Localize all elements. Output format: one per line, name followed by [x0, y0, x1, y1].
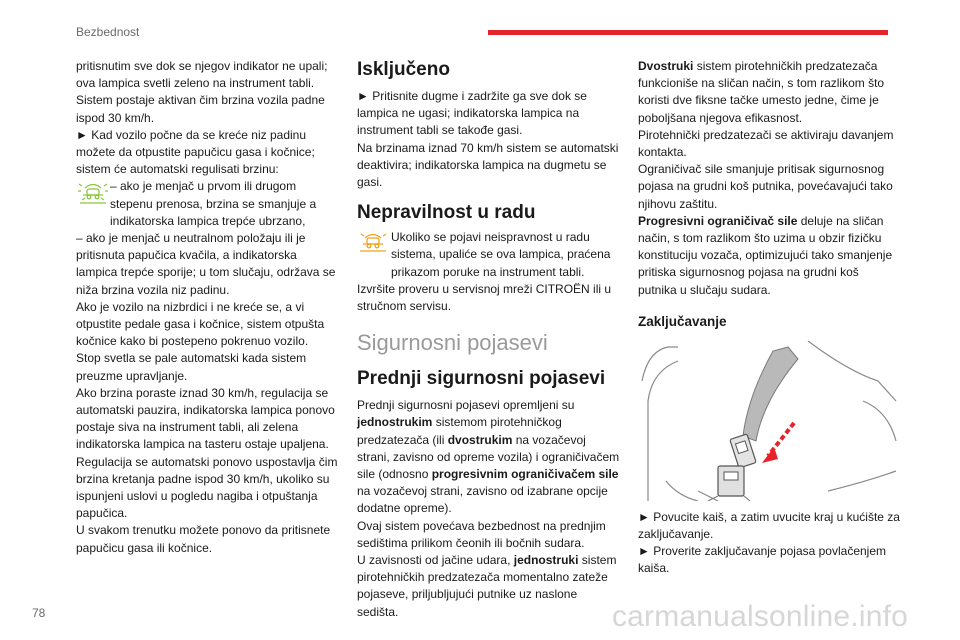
- paragraph: ► Kad vozilo počne da se kreće niz padinu možete da otpustite papučicu gasa i kočnice; sistem će automatski regulisati brzinu:: [76, 127, 315, 177]
- heading-nepravilnost: Nepravilnost u radu: [357, 202, 536, 224]
- hill-descent-icon: [76, 178, 110, 206]
- heading-zakljucavanje: Zaključavanje: [638, 313, 727, 329]
- paragraph: Pirotehnički predzatezači se aktiviraju davanjem kontakta.: [638, 127, 894, 160]
- paragraph: U zavisnosti od jačine udara, jednostruki sistem pirotehničkih predzatezača momentalno zateže pojaseve, priljubljujući putnike uz naslone sedišta.: [357, 553, 617, 619]
- paragraph: Ako brzina poraste iznad 30 km/h, regulacija se automatski pauzira, indikatorska lampica ponovo postaje siva na instrument tabli, ali zelena indikatorska lampica na tasteru ostaje upaljena.: [76, 385, 335, 452]
- paragraph: ► Pritisnite dugme i zadržite ga sve dok se lampica ne ugasi; indikatorska lampica na instrument tabli se takođe gasi.: [357, 89, 587, 138]
- fault-warning-icon: [357, 229, 391, 257]
- paragraph: Izvršite proveru u servisnoj mreži CITROËN ili u stručnom servisu.: [357, 281, 612, 314]
- section-title: Bezbednost: [76, 25, 140, 39]
- heading-iskljuceno: Isključeno: [357, 59, 450, 80]
- paragraph: U svakom trenutku možete ponovo da pritisnete papučicu gasa ili kočnice.: [76, 523, 331, 555]
- warning-row: [357, 229, 621, 281]
- watermark: carmanualsonline.info: [611, 600, 908, 633]
- seatbelt-illustration: [638, 341, 900, 501]
- column-3: [638, 58, 900, 578]
- paragraph: Progresivni ograničivač sile deluje na sličan način, s tom razlikom što uzima u obzir fizičku konstituciju vozača, optimizujući tako smanjenje pritiska sigurnosnog pojasa na grudni koš putnika u slučaju sudara.: [638, 213, 893, 297]
- paragraph: ► Proverite zaključavanje pojasa povlačenjem kaiša.: [638, 544, 887, 576]
- heading-sigurnosni-pojasevi: Sigurnosni pojasevi: [357, 330, 548, 356]
- heading-prednji-pojasevi: Prednji sigurnosni pojasevi: [357, 368, 606, 390]
- column-1: [76, 58, 338, 557]
- paragraph: Ako je vozilo na nizbrdici i ne kreće se, a vi otpustite pedale gasa i kočnice, sistem otpušta kočnice kako bi postepeno pokrenuo vozilo.: [76, 299, 325, 349]
- page-number: 78: [32, 606, 46, 620]
- column-2: [357, 58, 621, 621]
- paragraph: Prednji sigurnosni pojasevi opremljeni su jednostrukim sistemom pirotehničkog predzatezača (ili dvostrukim na vozačevoj strani, zavisno od opreme vozila) i ograničivačem sile (odnosno progresivnim ograničivačem sile na vozačevoj strani, zavisno od izabrane opcije dodatne opreme).: [357, 398, 620, 516]
- bullet-with-icon: [76, 178, 338, 230]
- bullet-text: – ako je menjač u prvom ili drugom stepenu prenosa, brzina se smanjuje a indikatorska lampica trepće ubrzano,: [110, 179, 317, 228]
- paragraph: – ako je menjač u neutralnom položaju ili je pritisnuta papučica kvačila, a indikatorska lampica trepće sporije; u tom slučaju, održava se niža brzina vozila niz padinu.: [76, 231, 336, 297]
- paragraph: Ovaj sistem povećava bezbednost na prednjim sedištima prilikom čeonih ili bočnih sudara.: [357, 518, 606, 550]
- paragraph: Na brzinama iznad 70 km/h sistem se automatski deaktivira; indikatorska lampica na dugmetu se gasi.: [357, 140, 619, 190]
- paragraph: Ukoliko se pojavi neispravnost u radu sistema, upaliće se ova lampica, praćena prikazom poruke na instrument tabli.: [391, 230, 611, 279]
- paragraph: Ograničivač sile smanjuje pritisak sigurnosnog pojasa na grudni koš putnika, povećavajući tako njihovu zaštitu.: [638, 162, 893, 211]
- paragraph: Sistem postaje aktivan čim brzina vozila padne ispod 30 km/h.: [76, 93, 325, 125]
- paragraph: Dvostruki sistem pirotehničkih predzatezača funkcioniše na sličan način, s tom razlikom što koristi dve fiksne tačke umesto jedne, čime je poboljšana njegova efikasnost.: [638, 59, 885, 125]
- paragraph: ► Povucite kaiš, a zatim uvucite kraj u kućište za zaključavanje.: [638, 509, 900, 542]
- paragraph: pritisnutim sve dok se njegov indikator ne upali; ova lampica svetli zeleno na instrument tabli.: [76, 59, 328, 91]
- paragraph: Regulacija se automatski ponovo uspostavlja čim brzina kretanja padne ispod 30 km/h, ukoliko su ispunjeni uslovi u pogledu nagiba i otpuštanja papučica.: [76, 454, 338, 521]
- paragraph: Stop svetla se pale automatski kada sistem preuzme upravljanje.: [76, 351, 307, 383]
- header-accent-bar: [488, 30, 888, 35]
